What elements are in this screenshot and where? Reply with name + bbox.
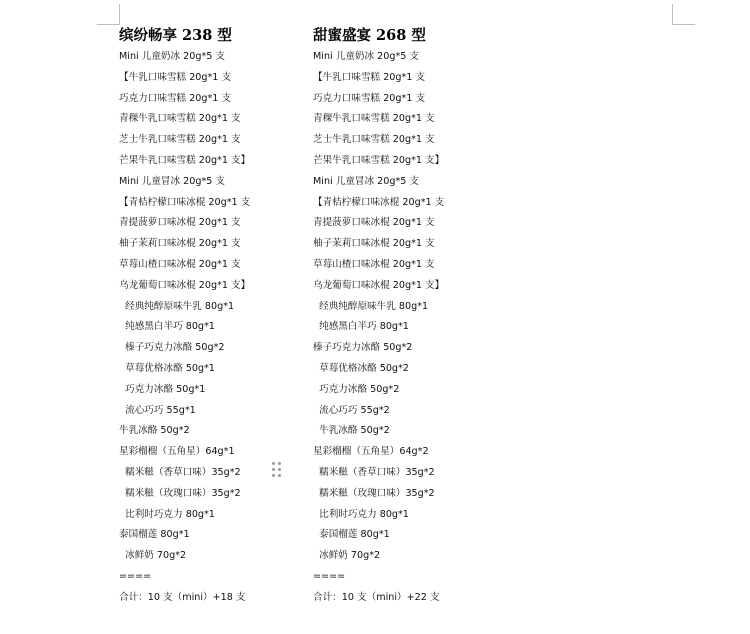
list-item[interactable]: 冰鲜奶 70g*2 — [313, 550, 381, 562]
page-corner-mark-top-right — [672, 4, 695, 25]
list-item[interactable]: Mini 儿童冒冰 20g*5 支 — [313, 175, 420, 187]
list-item[interactable]: Mini 儿童奶冰 20g*5 支 — [119, 51, 226, 62]
list-item[interactable]: 【牛乳口味雪糕 20g*1 支 — [313, 71, 426, 83]
list-item[interactable]: 经典纯醇原味牛乳 80g*1 — [313, 300, 429, 312]
list-item[interactable]: 柚子茉莉口味冰棍 20g*1 支 — [119, 238, 241, 250]
list-item[interactable]: 青稞牛乳口味雪糕 20g*1 支 — [313, 113, 435, 125]
list-item[interactable]: 合计：10 支（mini）+22 支 — [313, 591, 440, 603]
list-item[interactable]: 比利时巧克力 80g*1 — [313, 508, 409, 520]
list-item[interactable]: ==== — [313, 570, 346, 582]
list-item[interactable]: 草莓山楂口味冰棍 20g*1 支 — [313, 258, 435, 270]
list-item[interactable]: 牛乳冰酪 50g*2 — [313, 425, 390, 437]
list-item[interactable]: 青稞牛乳口味雪糕 20g*1 支 — [119, 113, 241, 125]
right-column-lines — [313, 47, 503, 609]
list-item[interactable]: 乌龙葡萄口味冰棍 20g*1 支】 — [313, 279, 445, 291]
list-item[interactable]: 乌龙葡萄口味冰棍 20g*1 支】 — [119, 279, 251, 291]
list-item[interactable]: ==== — [119, 570, 152, 582]
list-item[interactable]: 【牛乳口味雪糕 20g*1 支 — [119, 71, 232, 83]
list-item[interactable]: 青提菠萝口味冰棍 20g*1 支 — [119, 217, 241, 229]
list-item[interactable]: 糯米糍（玫瑰口味）35g*2 — [313, 487, 435, 499]
list-item[interactable]: 草莓优格冰酪 50g*2 — [313, 362, 409, 374]
page-corner-mark-top-left — [97, 4, 120, 25]
list-item[interactable]: 糯米糍（香草口味）35g*2 — [119, 466, 241, 478]
list-item[interactable]: 糯米糍（玫瑰口味）35g*2 — [119, 487, 241, 499]
list-item[interactable]: 泰国榴莲 80g*1 — [313, 529, 390, 541]
list-item[interactable]: 【青桔柠檬口味冰棍 20g*1 支 — [313, 196, 445, 208]
list-item[interactable]: 流心巧巧 55g*2 — [313, 404, 390, 416]
list-item[interactable]: 榛子巧克力冰酪 50g*2 — [119, 342, 225, 354]
list-item[interactable]: 榛子巧克力冰酪 50g*2 — [313, 342, 413, 354]
list-item[interactable]: 【青桔柠檬口味冰棍 20g*1 支 — [119, 196, 251, 208]
list-item[interactable]: 芒果牛乳口味雪糕 20g*1 支】 — [313, 154, 445, 166]
list-item[interactable]: 巧克力冰酪 50g*1 — [119, 383, 206, 395]
left-column-lines — [119, 47, 309, 609]
list-item[interactable]: 泰国榴莲 80g*1 — [119, 529, 190, 541]
list-item[interactable]: 巧克力口味雪糕 20g*1 支 — [313, 92, 426, 104]
list-item[interactable]: 纯感黑白半巧 80g*1 — [313, 321, 409, 333]
table-move-handle-icon[interactable] — [272, 462, 282, 478]
list-item[interactable]: Mini 儿童冒冰 20g*5 支 — [119, 175, 226, 187]
list-item[interactable]: 合计：10 支（mini）+18 支 — [119, 591, 246, 603]
list-item[interactable]: 牛乳冰酪 50g*2 — [119, 425, 190, 437]
left-column — [119, 24, 309, 609]
list-item[interactable]: 经典纯醇原味牛乳 80g*1 — [119, 300, 235, 312]
list-item[interactable]: 芝士牛乳口味雪糕 20g*1 支 — [313, 134, 435, 146]
list-item[interactable]: 冰鲜奶 70g*2 — [119, 550, 187, 562]
list-item[interactable]: Mini 儿童奶冰 20g*5 支 — [313, 51, 420, 62]
list-item[interactable]: 比利时巧克力 80g*1 — [119, 508, 215, 520]
list-item[interactable]: 草莓山楂口味冰棍 20g*1 支 — [119, 258, 241, 270]
list-item[interactable]: 纯感黑白半巧 80g*1 — [119, 321, 215, 333]
list-item[interactable]: 流心巧巧 55g*1 — [119, 404, 196, 416]
list-item[interactable]: 巧克力冰酪 50g*2 — [313, 383, 400, 395]
list-item[interactable]: 星彩榴榴（五角星）64g*2 — [313, 446, 429, 458]
list-item[interactable]: 青提菠萝口味冰棍 20g*1 支 — [313, 217, 435, 229]
left-column-title[interactable]: 缤纷畅享 238 型 — [119, 27, 232, 44]
list-item[interactable]: 草莓优格冰酪 50g*1 — [119, 362, 215, 374]
list-item[interactable]: 芒果牛乳口味雪糕 20g*1 支】 — [119, 154, 251, 166]
list-item[interactable]: 柚子茉莉口味冰棍 20g*1 支 — [313, 238, 435, 250]
right-column-title[interactable]: 甜蜜盛宴 268 型 — [313, 27, 426, 44]
list-item[interactable]: 芝士牛乳口味雪糕 20g*1 支 — [119, 134, 241, 146]
list-item[interactable]: 星彩榴榴（五角星）64g*1 — [119, 446, 235, 458]
list-item[interactable]: 巧克力口味雪糕 20g*1 支 — [119, 92, 232, 104]
right-column — [313, 24, 503, 609]
list-item[interactable]: 糯米糍（香草口味）35g*2 — [313, 466, 435, 478]
